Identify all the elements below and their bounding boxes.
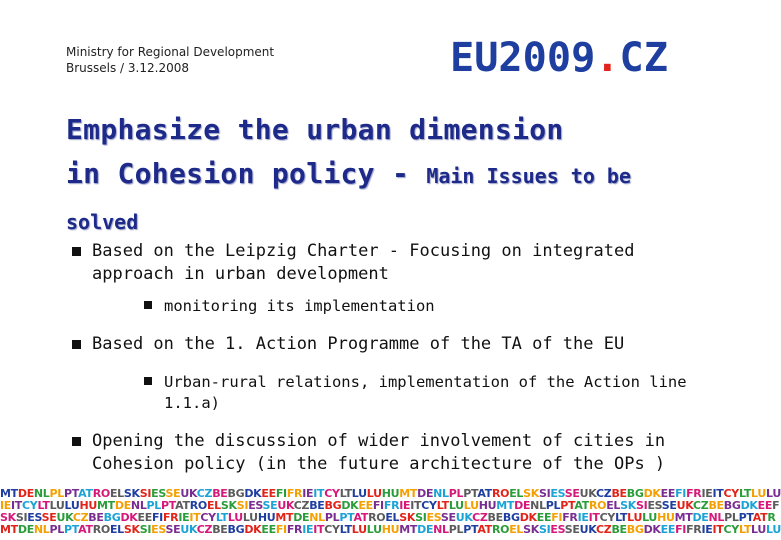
- country-code: EE: [536, 511, 552, 524]
- country-code: DE: [293, 511, 310, 524]
- logo-dot: .: [595, 35, 620, 81]
- country-code: CY: [324, 523, 340, 536]
- country-code: DE: [17, 523, 34, 536]
- country-code: CZ: [293, 499, 310, 512]
- country-code: DE: [514, 499, 531, 512]
- country-code: LT: [615, 511, 628, 524]
- country-code: DE: [114, 499, 131, 512]
- country-code: FI: [372, 499, 384, 512]
- bullet-list: [72, 240, 692, 476]
- country-code: PL: [724, 511, 739, 524]
- country-code: AT: [175, 499, 190, 512]
- bullet-text: Based on the 1. Action Programme of the TA of the EU: [92, 334, 625, 354]
- country-code: IT: [712, 523, 724, 536]
- country-code: BG: [723, 499, 741, 512]
- country-code: LT: [436, 499, 449, 512]
- country-code: LT: [37, 499, 50, 512]
- country-code: FR: [162, 511, 179, 524]
- country-code: LT: [339, 523, 352, 536]
- country-code: BG: [324, 499, 342, 512]
- country-code: LU: [751, 487, 766, 500]
- country-code: LU: [64, 499, 80, 512]
- country-code: FI: [275, 523, 287, 536]
- bullet-item: [72, 240, 692, 286]
- title-subtitle: Main Issues to be: [426, 164, 632, 188]
- country-code: BE: [708, 499, 724, 512]
- country-code: IT: [588, 511, 600, 524]
- country-code: AT: [574, 499, 589, 512]
- country-code: MT: [399, 487, 418, 500]
- country-code: UK: [277, 499, 294, 512]
- country-code: BG: [626, 523, 644, 536]
- country-code: MT: [0, 487, 18, 500]
- country-code: DK: [244, 523, 262, 536]
- country-code: FR: [286, 523, 303, 536]
- country-code: LU: [366, 523, 382, 536]
- country-code: FI: [275, 487, 287, 500]
- country-code: HU: [381, 487, 400, 500]
- country-code: DK: [244, 487, 262, 500]
- country-code: ES: [27, 511, 42, 524]
- country-code: SI: [636, 499, 648, 512]
- country-code: LU: [751, 523, 766, 536]
- country-code: PL: [545, 499, 561, 512]
- country-code: MT: [275, 511, 294, 524]
- country-code: CZ: [472, 511, 488, 524]
- country-code: AT: [353, 511, 369, 524]
- eu2009-logo: [450, 35, 668, 81]
- country-code: MT: [0, 523, 18, 536]
- country-code: CZ: [72, 511, 89, 524]
- country-code: EE: [757, 499, 773, 512]
- country-code: SK: [399, 511, 416, 524]
- country-code: EE: [358, 499, 373, 512]
- bullet-item: [72, 430, 692, 476]
- country-code: BE: [212, 487, 228, 500]
- country-code: DK: [519, 511, 537, 524]
- country-code: BE: [88, 511, 104, 524]
- country-code: IE: [178, 511, 190, 524]
- square-bullet-icon: [72, 247, 81, 256]
- country-code: ES: [550, 487, 565, 500]
- country-code: SE: [165, 523, 181, 536]
- country-code: IT: [313, 487, 325, 500]
- country-code: IT: [11, 499, 23, 512]
- country-code: LU: [627, 511, 643, 524]
- country-code: IE: [701, 523, 713, 536]
- country-code: EE: [660, 487, 676, 500]
- country-code: PT: [463, 487, 478, 500]
- country-code: SK: [523, 487, 539, 500]
- country-code: ES: [151, 523, 166, 536]
- country-code: LU: [242, 511, 258, 524]
- country-code: CZ: [693, 499, 709, 512]
- country-code: BG: [227, 523, 245, 536]
- country-code: SE: [41, 511, 57, 524]
- country-code: LU: [766, 487, 781, 500]
- country-code: DE: [17, 487, 34, 500]
- country-code: IT: [712, 487, 724, 500]
- country-code: LU: [351, 523, 367, 536]
- country-code: SE: [440, 511, 456, 524]
- country-code: CZ: [595, 487, 612, 500]
- title-line-3: solved: [66, 210, 139, 234]
- title-line-2: in Cohesion policy -: [66, 157, 427, 190]
- country-code: CY: [723, 487, 739, 500]
- country-code: CY: [22, 499, 38, 512]
- logo-cz: CZ: [619, 35, 668, 81]
- country-code: UK: [455, 511, 473, 524]
- country-code: HU: [657, 511, 675, 524]
- sub-bullet-text: monitoring its implementation: [164, 297, 435, 315]
- country-code: BE: [611, 487, 627, 500]
- country-code: ES: [248, 499, 263, 512]
- country-code: NL: [130, 499, 147, 512]
- country-code: PT: [560, 499, 575, 512]
- logo-year: 2009: [498, 35, 595, 81]
- country-code: EL: [385, 511, 400, 524]
- bullet-text: Opening the discussion of wider involvement of cities in Cohesion policy (in the future architecture of the OPs ): [92, 431, 666, 474]
- country-code: SK: [123, 487, 140, 500]
- country-code: SE: [165, 487, 181, 500]
- country-code: BG: [626, 487, 644, 500]
- country-code: LT: [738, 487, 752, 500]
- country-code: NL: [433, 523, 449, 536]
- country-code: CZ: [196, 523, 213, 536]
- country-code: FI: [551, 511, 563, 524]
- country-code: BE: [487, 511, 503, 524]
- country-code: EL: [606, 499, 621, 512]
- location-date: Brussels / 3.12.2008: [66, 61, 189, 75]
- country-code: NL: [433, 487, 449, 500]
- country-code: FI: [151, 511, 163, 524]
- country-code: F: [772, 499, 780, 512]
- logo-eu: EU: [450, 35, 499, 81]
- country-code: EE: [261, 487, 276, 500]
- country-code: EE: [261, 523, 276, 536]
- country-code: FR: [562, 511, 578, 524]
- country-code: UK: [676, 499, 693, 512]
- country-code: SE: [564, 487, 580, 500]
- country-code: PT: [738, 511, 753, 524]
- country-code: SK: [123, 523, 140, 536]
- country-code: RO: [368, 511, 386, 524]
- country-code: IE: [577, 511, 589, 524]
- country-code: FI: [675, 523, 687, 536]
- country-code: LU: [49, 499, 65, 512]
- country-code: PT: [463, 523, 478, 536]
- country-code: PL: [448, 487, 464, 500]
- country-code: NL: [33, 523, 50, 536]
- country-code: EL: [509, 523, 524, 536]
- country-code: RO: [491, 487, 510, 500]
- country-code: PT: [64, 523, 79, 536]
- country-code: LU: [351, 487, 367, 500]
- country-code: DK: [740, 499, 758, 512]
- country-code: DE: [417, 523, 434, 536]
- country-code: PT: [161, 499, 176, 512]
- country-code: IE: [0, 499, 12, 512]
- country-code: SI: [15, 511, 28, 524]
- country-code: BG: [103, 511, 121, 524]
- title-line-1: Emphasize the urban dimension: [66, 113, 564, 146]
- country-code: UK: [579, 523, 596, 536]
- country-code: FR: [686, 523, 702, 536]
- sub-bullet-text: Urban-rural relations, implementation of the Action line 1.1.a): [164, 373, 687, 412]
- country-code: NL: [33, 487, 50, 500]
- country-code: BE: [309, 499, 325, 512]
- country-code: CY: [599, 511, 616, 524]
- country-code: LU: [448, 499, 464, 512]
- country-code: PT: [64, 487, 79, 500]
- bullet-item: [72, 333, 692, 356]
- country-code: HU: [79, 499, 98, 512]
- country-code: HU: [381, 523, 400, 536]
- country-code: DK: [341, 499, 359, 512]
- footer-country-codes-band: [0, 487, 781, 540]
- country-code: PL: [49, 523, 65, 536]
- country-code: SK: [220, 499, 237, 512]
- country-code: FR: [286, 487, 303, 500]
- country-code: SE: [262, 499, 278, 512]
- country-code: SE: [661, 499, 677, 512]
- country-code: MT: [97, 499, 115, 512]
- country-code: LU: [366, 487, 382, 500]
- country-code: SI: [139, 523, 152, 536]
- country-code: ES: [151, 487, 166, 500]
- ministry-name: Ministry for Regional Development: [66, 45, 275, 59]
- country-code: CZ: [196, 487, 213, 500]
- country-code: IT: [189, 511, 201, 524]
- header-meta: [66, 44, 274, 76]
- square-bullet-icon: [144, 301, 152, 309]
- country-code: ES: [426, 511, 441, 524]
- country-code: SK: [620, 499, 637, 512]
- country-code: LU: [463, 499, 479, 512]
- country-code: LT: [339, 487, 352, 500]
- country-code: SK: [523, 523, 539, 536]
- country-code: RO: [92, 487, 110, 500]
- country-code: PL: [49, 487, 65, 500]
- country-code: SI: [539, 487, 551, 500]
- country-code: IT: [410, 499, 422, 512]
- country-code: RO: [588, 499, 607, 512]
- sub-bullet-item: [144, 372, 692, 414]
- country-code: IE: [701, 487, 713, 500]
- country-code: IE: [302, 487, 314, 500]
- country-code: NL: [708, 511, 725, 524]
- country-code: UK: [579, 487, 596, 500]
- footer-row: [0, 523, 781, 536]
- country-code: EL: [206, 499, 221, 512]
- country-code: EE: [137, 511, 152, 524]
- country-code: RO: [491, 523, 510, 536]
- country-code: CY: [421, 499, 437, 512]
- country-code: HU: [257, 511, 276, 524]
- country-code: IE: [302, 523, 314, 536]
- country-code: ES: [647, 499, 662, 512]
- country-code: FR: [686, 487, 702, 500]
- country-code: ES: [550, 523, 565, 536]
- country-code: PL: [146, 499, 162, 512]
- country-code: SI: [139, 487, 152, 500]
- square-bullet-icon: [72, 437, 81, 446]
- country-code: FI: [675, 487, 687, 500]
- svg-text:EU2009.CZ: [450, 35, 668, 81]
- country-code: SI: [415, 511, 427, 524]
- country-code: DK: [643, 487, 661, 500]
- country-code: PL: [448, 523, 464, 536]
- square-bullet-icon: [72, 340, 81, 349]
- country-code: BE: [212, 523, 228, 536]
- country-code: DK: [643, 523, 661, 536]
- country-code: RO: [92, 523, 110, 536]
- country-code: AT: [477, 487, 492, 500]
- bullet-text: Based on the Leipzig Charter - Focusing on integrated approach in urban development: [92, 241, 635, 284]
- country-code: AT: [752, 511, 768, 524]
- country-code: UK: [180, 523, 197, 536]
- country-code: LT: [215, 511, 228, 524]
- country-code: AT: [78, 523, 93, 536]
- country-code: EL: [509, 487, 524, 500]
- country-code: PT: [339, 511, 354, 524]
- country-code: MT: [496, 499, 515, 512]
- country-code: IT: [313, 523, 325, 536]
- country-code: AT: [477, 523, 492, 536]
- country-code: BG: [502, 511, 520, 524]
- country-code: HU: [478, 499, 497, 512]
- country-code: SK: [0, 511, 16, 524]
- country-code: SI: [236, 499, 249, 512]
- country-code: MT: [399, 523, 418, 536]
- sub-bullet-item: [144, 296, 692, 317]
- country-code: BE: [611, 523, 627, 536]
- country-code: R: [767, 511, 776, 524]
- country-code: DK: [120, 511, 138, 524]
- country-code: NL: [309, 511, 325, 524]
- country-code: CZ: [595, 523, 612, 536]
- country-code: EL: [109, 523, 124, 536]
- country-code: AT: [78, 487, 93, 500]
- country-code: EL: [109, 487, 124, 500]
- slide-title: [66, 108, 706, 244]
- square-bullet-icon: [144, 377, 152, 385]
- country-code: UK: [56, 511, 73, 524]
- country-code: RO: [189, 499, 207, 512]
- country-code: DE: [692, 511, 709, 524]
- country-code: UK: [180, 487, 197, 500]
- country-code: LU: [766, 523, 781, 536]
- country-code: CY: [200, 511, 216, 524]
- country-code: NL: [530, 499, 546, 512]
- country-code: MT: [674, 511, 693, 524]
- country-code: CY: [723, 523, 739, 536]
- country-code: SE: [564, 523, 580, 536]
- country-code: CY: [324, 487, 340, 500]
- country-code: DE: [417, 487, 434, 500]
- country-code: EE: [660, 523, 676, 536]
- country-code: LT: [738, 523, 752, 536]
- country-code: SI: [539, 523, 551, 536]
- country-code: LU: [227, 511, 243, 524]
- country-code: FR: [383, 499, 400, 512]
- country-code: PL: [324, 511, 340, 524]
- country-code: LU: [642, 511, 658, 524]
- country-code: IE: [399, 499, 411, 512]
- country-code: BG: [227, 487, 245, 500]
